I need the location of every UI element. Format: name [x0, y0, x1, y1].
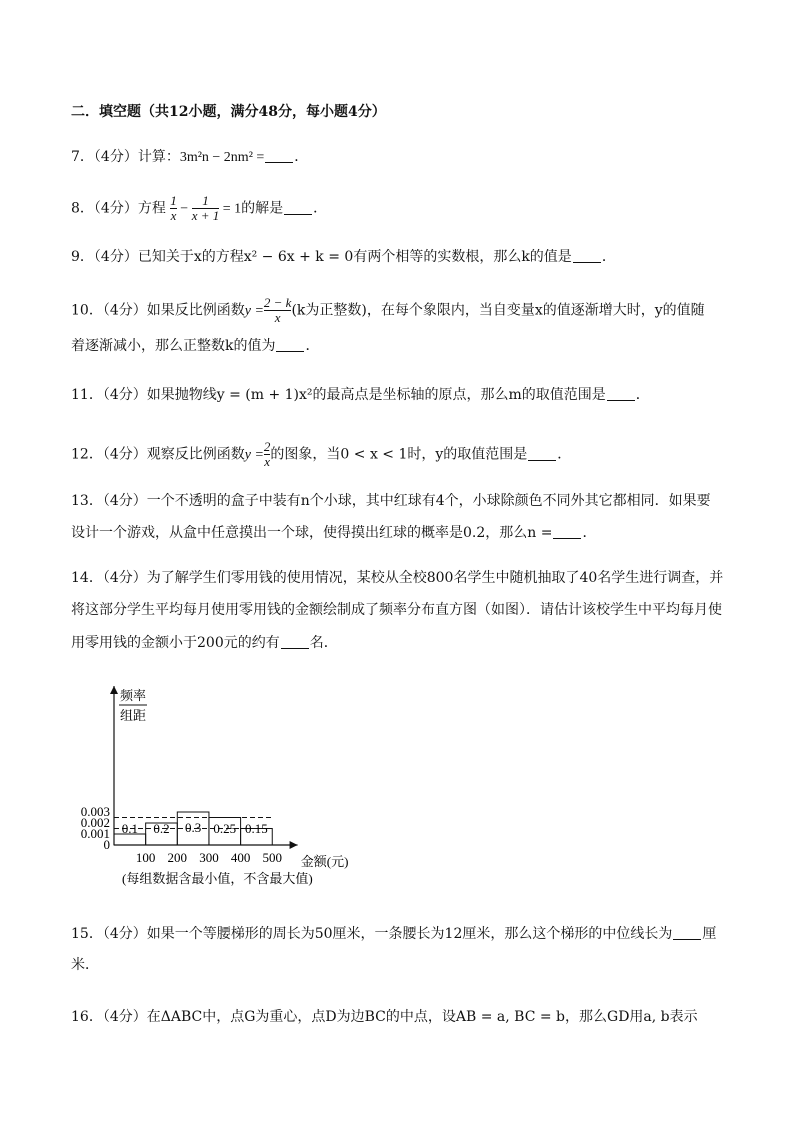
answer-blank [573, 248, 601, 263]
answer-blank [553, 524, 581, 539]
y-tick-label: 0.003 [80, 804, 110, 819]
question-13-line2: 设计一个游戏，从盒中任意摸出一个球，使得摸出红球的概率是0.2，那么n = ． [71, 525, 597, 541]
frequency-histogram [60, 678, 400, 893]
y-tick-label: 0.001 [80, 826, 110, 841]
bar-label: 0.15 [245, 821, 268, 836]
question-8: 8．（4分）方程 $\frac{1}{x}$ − $\frac{1}{x + 1}$ = 1的解是 ． [71, 193, 328, 223]
y-axis-arrow [110, 686, 118, 694]
question-11: 11．（4分）如果抛物线y = (m + 1)x²的最高点是坐标轴的原点，那么m的取值范围是 ． [71, 387, 650, 403]
question-12: 12．（4分）观察反比例函数y = $\frac{2}{x}$ 的图象，当0 < x < 1时，y的取值范围是 ． [71, 439, 572, 469]
question-14-line2: 将这部分学生平均每月使用零用钱的金额绘制成了频率分布直方图（如图）．请估计该校学生中平均每月使 [71, 602, 722, 618]
answer-blank [607, 386, 635, 401]
bar-label: 0.1 [121, 821, 138, 836]
x-tick-label: 100 [135, 850, 156, 865]
chart-note: (每组数据含最小值，不含最大值) [122, 871, 313, 886]
question-7: 7．（4分）计算：3m²n − 2nm² = ． [71, 149, 309, 165]
x-tick-label: 200 [167, 850, 188, 865]
y-label-top: 频率 [120, 688, 147, 703]
question-10-line2: 着逐渐减小，那么正整数k的值为 ． [71, 338, 320, 354]
answer-blank [673, 925, 701, 940]
y-tick-label: 0.002 [80, 815, 110, 830]
question-16: 16．（4分）在ΔABC中，点G为重心，点D为边BC的中点，设AB = a, BC = b，那么GD用a, b表示 [71, 1009, 698, 1025]
origin-label: 0 [103, 837, 110, 852]
section-title: 二．填空题（共12小题，满分48分，每小题4分） [71, 104, 386, 120]
bar-label: 0.3 [185, 820, 202, 835]
answer-blank [265, 148, 293, 163]
question-9: 9．（4分）已知关于x的方程x² − 6x + k = 0有两个相等的实数根，那么k的值是 ． [71, 249, 616, 265]
answer-blank [528, 446, 556, 461]
x-axis-label: 金额(元) [300, 854, 349, 869]
bar-label: 0.2 [153, 821, 170, 836]
question-10: 10．（4分）如果反比例函数y = $\frac{2 - k}{x}$ (k为正整数)，在每个象限内，当自变量x的值逐渐增大时，y的值随 [71, 295, 705, 325]
answer-blank [284, 200, 312, 215]
question-15: 15．（4分）如果一个等腰梯形的周长为50厘米，一条腰长为12厘米，那么这个梯形的中位线长为 厘 [71, 926, 717, 942]
x-tick-label: 300 [199, 850, 219, 865]
answer-blank [276, 337, 304, 352]
answer-blank [281, 634, 309, 649]
question-13: 13．（4分）一个不透明的盒子中装有n个小球，其中红球有4个，小球除颜色不同外其它都相同．如果要 [71, 493, 711, 509]
y-label-bottom: 组距 [120, 708, 147, 723]
bar-label: 0.25 [213, 821, 237, 836]
x-tick-label: 500 [262, 850, 282, 865]
question-15-line2: 米． [71, 957, 99, 973]
x-axis-arrow [290, 841, 298, 849]
question-14: 14．（4分）为了解学生们零用钱的使用情况，某校从全校800名学生中随机抽取了40名学生进行调查，并 [71, 570, 724, 586]
x-tick-label: 400 [230, 850, 251, 865]
question-14-line3: 用零用钱的金额小于200元的约有 名． [71, 635, 338, 651]
